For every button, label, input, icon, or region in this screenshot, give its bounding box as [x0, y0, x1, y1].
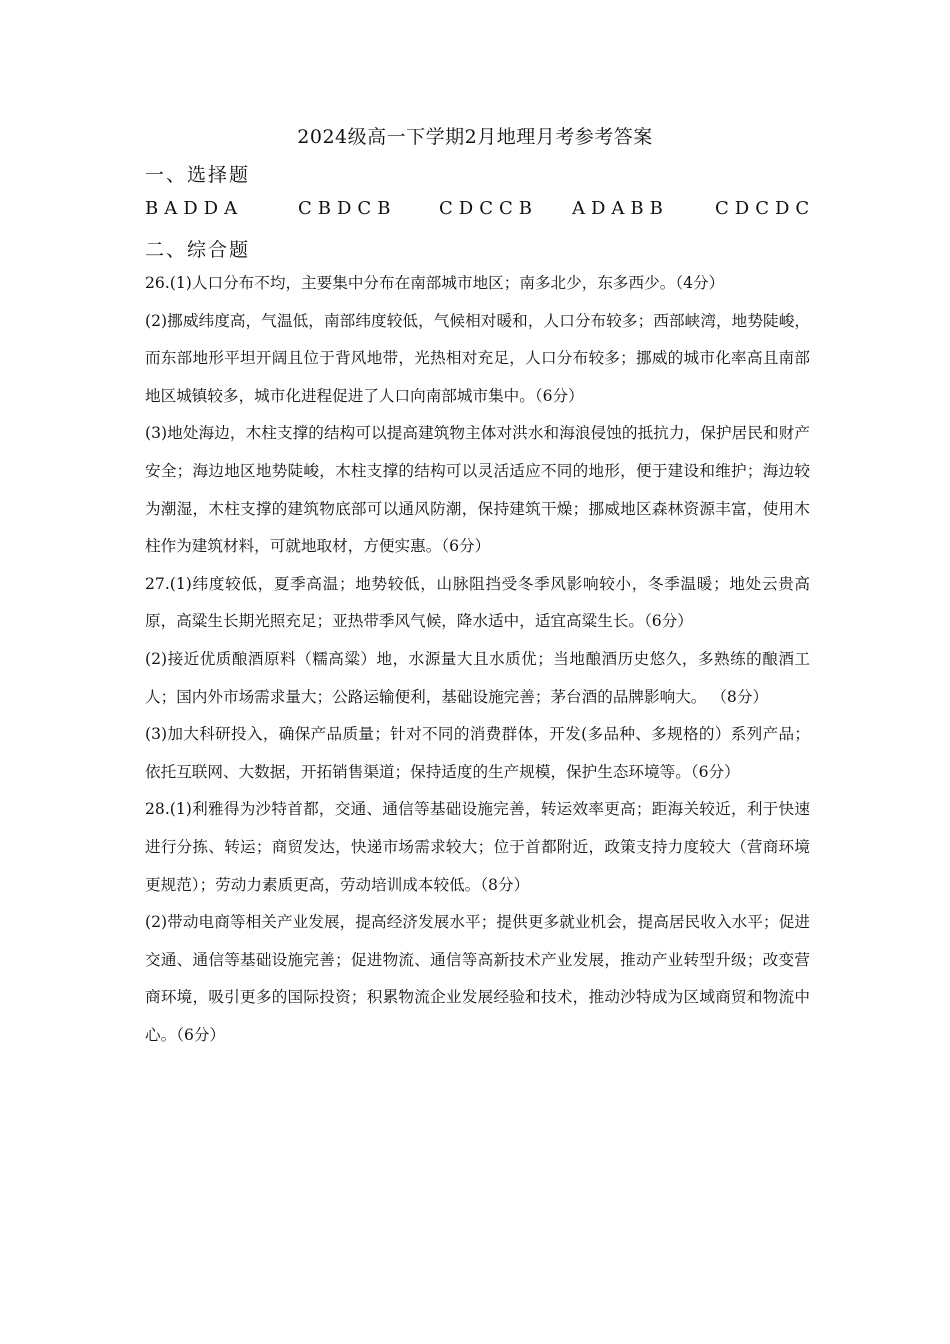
choice-answer-group-3: CDCCB: [439, 198, 538, 219]
answer-28-2: (2)带动电商等相关产业发展，提高经济发展水平；提供更多就业机会，提高居民收入水平；促进交通、通信等基础设施完善；促进物流、通信等高新技术产业发展，推动产业转型升级；改变营商环境，吸引更多的国际投资；积累物流企业发展经验和技术，推动沙特成为区域商贸和物流中心。（6分）: [145, 913, 810, 1044]
answer-26-2: (2)挪威纬度高，气温低，南部纬度较低，气候相对暖和，人口分布较多；西部峡湾，地势陡峻，而东部地形平坦开阔且位于背风地带，光热相对充足，人口分布较多；挪威的城市化率高且南部地区城镇较多，城市化进程促进了人口向南部城市集中。（6分）: [145, 311, 810, 405]
choice-answer-group-1: BADDA: [145, 198, 244, 219]
choice-answer-group-5: CDCDC: [715, 198, 816, 219]
section-heading-choice: 一、选择题: [145, 164, 251, 186]
document-title: 2024级高一下学期2月地理月考参考答案: [297, 126, 653, 148]
answer-27-3: (3)加大科研投入，确保产品质量；针对不同的消费群体，开发(多品种、多规格的）系列产品；依托互联网、大数据，开拓销售渠道；保持适度的生产规模，保护生态环境等。（6分）: [145, 725, 810, 781]
answer-28-1: 28.(1)利雅得为沙特首都，交通、通信等基础设施完善，转运效率更高；距海关较近，利于快速进行分拣、转运；商贸发达，快递市场需求较大；位于首都附近，政策支持力度较大（营商环境更规范）；劳动力素质更高，劳动培训成本较低。（8分）: [145, 800, 810, 894]
section-heading-comprehensive: 二、综合题: [145, 239, 251, 261]
answer-26-1: 26.(1)人口分布不均，主要集中分布在南部城市地区；南多北少，东多西少。（4分）: [145, 274, 725, 292]
answer-27-2: (2)接近优质酿酒原料（糯高粱）地，水源量大且水质优；当地酿酒历史悠久，多熟练的酿酒工人；国内外市场需求量大；公路运输便利，基础设施完善；茅台酒的品牌影响大。 （8分）: [145, 649, 810, 706]
choice-answer-group-2: CBDCB: [298, 198, 397, 219]
choice-answer-group-4: ADABB: [572, 198, 669, 219]
answer-26-3: (3)地处海边，木柱支撑的结构可以提高建筑物主体对洪水和海浪侵蚀的抵抗力，保护居民和财产安全；海边地区地势陡峻，木柱支撑的结构可以灵活适应不同的地形，便于建设和维护；海边较为潮湿，木柱支撑的建筑物底部可以通风防潮，保持建筑干燥；挪威地区森林资源丰富，使用木柱作为建筑材料，可就地取材，方便实惠。（6分）: [145, 424, 810, 556]
comprehensive-answers: [145, 265, 810, 1054]
choice-answers-row: [145, 198, 816, 224]
answer-27-1: 27.(1)纬度较低，夏季高温；地势较低，山脉阻挡受冬季风影响较小，冬季温暖；地处云贵高原，高粱生长期光照充足；亚热带季风气候，降水适中，适宜高粱生长。（6分）: [145, 574, 810, 631]
